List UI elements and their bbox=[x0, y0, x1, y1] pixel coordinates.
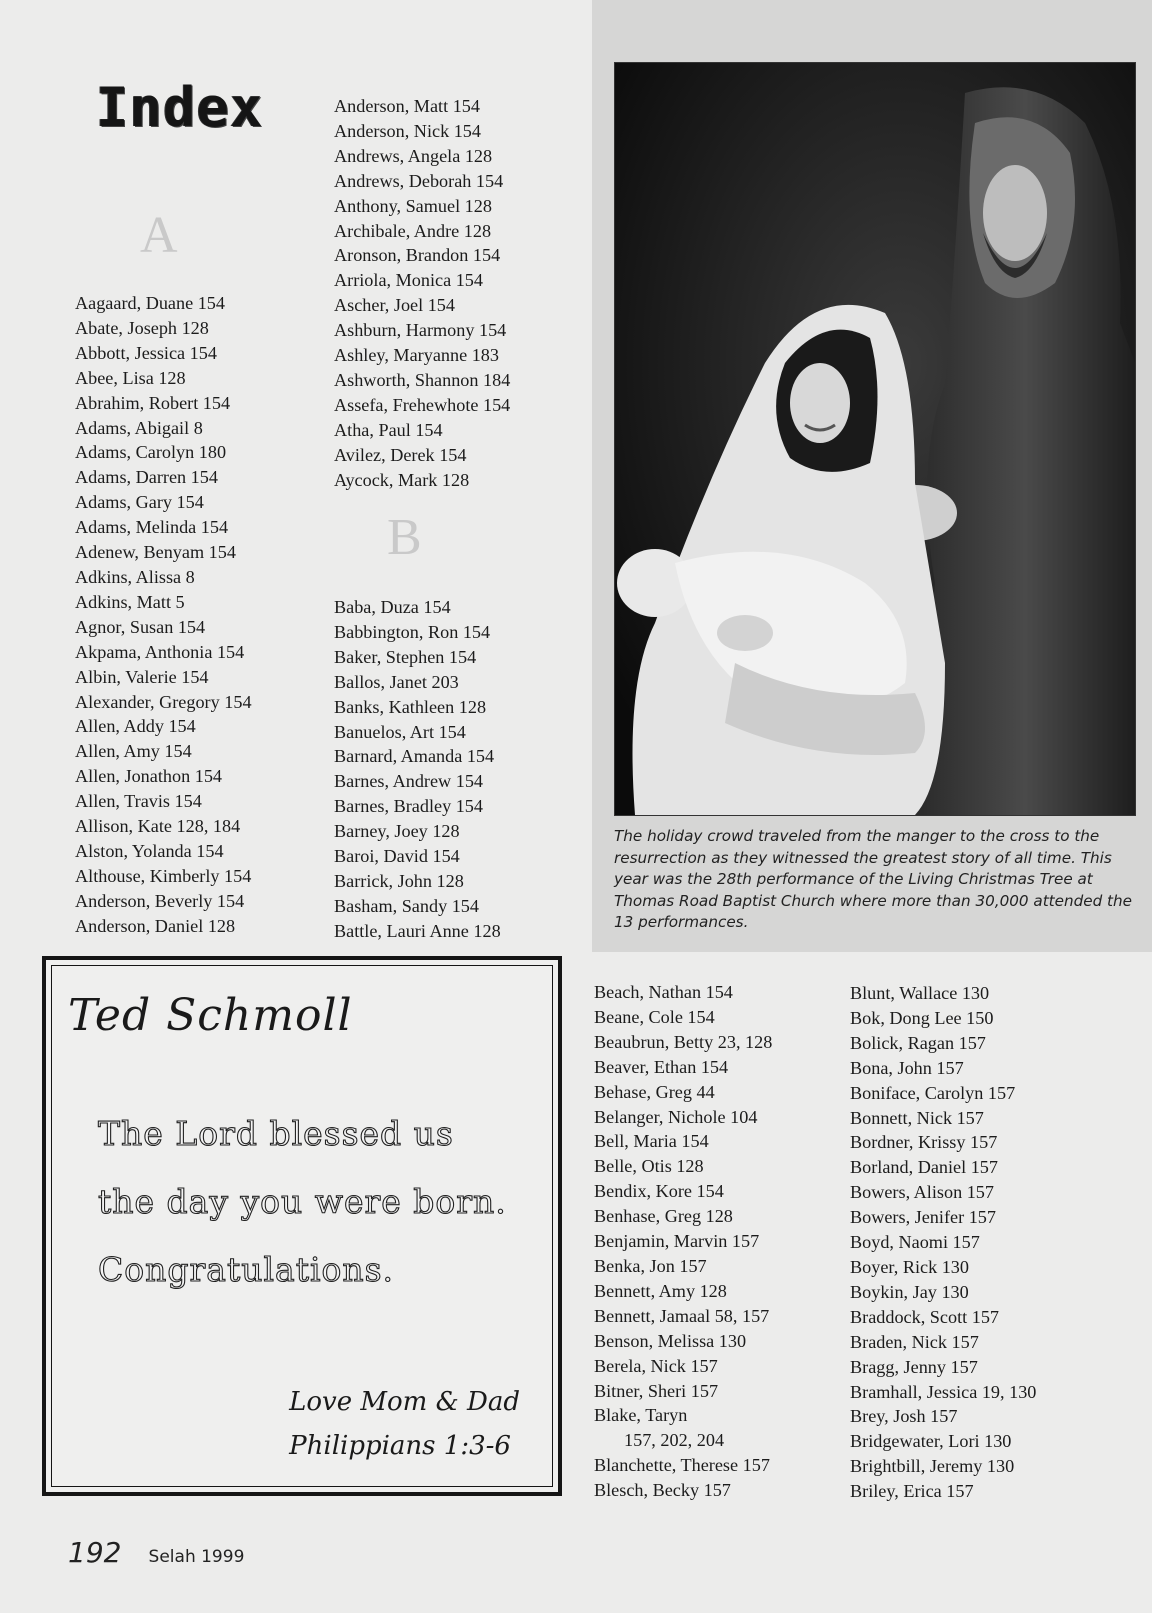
index-entry: Briley, Erica 157 bbox=[850, 1481, 974, 1502]
ad-message bbox=[98, 1100, 507, 1304]
ad-message-line: The Lord blessed us bbox=[98, 1114, 454, 1153]
index-entry: Behase, Greg 44 bbox=[594, 1081, 715, 1102]
index-entry: Aronson, Brandon 154 bbox=[334, 245, 501, 266]
index-entry: Belle, Otis 128 bbox=[594, 1156, 704, 1177]
index-entry: Allen, Addy 154 bbox=[75, 716, 196, 737]
index-entry: Ashburn, Harmony 154 bbox=[334, 320, 507, 341]
index-entry: Bowers, Alison 157 bbox=[850, 1182, 994, 1203]
index-column-1 bbox=[75, 291, 252, 939]
index-entry: Beane, Cole 154 bbox=[594, 1006, 715, 1027]
ad-verse: Philippians 1:3-6 bbox=[289, 1431, 511, 1461]
index-entry: Benson, Melissa 130 bbox=[594, 1330, 747, 1351]
index-entry: Bolick, Ragan 157 bbox=[850, 1032, 986, 1053]
index-entry: Albin, Valerie 154 bbox=[75, 666, 209, 687]
index-entry: Bridgewater, Lori 130 bbox=[850, 1431, 1012, 1452]
index-entry: Beach, Nathan 154 bbox=[594, 982, 733, 1002]
nativity-photo-illustration bbox=[615, 63, 1135, 815]
index-entry: Atha, Paul 154 bbox=[334, 419, 443, 440]
index-entry: Bennett, Amy 128 bbox=[594, 1280, 727, 1301]
index-entry: Allen, Travis 154 bbox=[75, 791, 202, 812]
index-entry: Borland, Daniel 157 bbox=[850, 1157, 998, 1178]
index-entry: Archibale, Andre 128 bbox=[334, 220, 492, 241]
index-entry: Adenew, Benyam 154 bbox=[75, 542, 236, 563]
index-entry: Aycock, Mark 128 bbox=[334, 469, 470, 490]
index-entry: Bramhall, Jessica 19, 130 bbox=[850, 1381, 1037, 1402]
index-entry: Barney, Joey 128 bbox=[334, 821, 460, 842]
index-entry: Abee, Lisa 128 bbox=[75, 367, 186, 388]
index-entry: Adams, Darren 154 bbox=[75, 467, 218, 488]
page-number: 192 bbox=[68, 1536, 122, 1569]
index-entry: Basham, Sandy 154 bbox=[334, 895, 479, 916]
photo-caption: The holiday crowd traveled from the manger to the cross to the resurrection as they witnessed the greatest story of all time. This year was the 28th performance of the Living Christmas Tree at Thomas Road Baptist Church where more than 30,000 attended the 13 performances. bbox=[614, 827, 1132, 931]
index-entry: Blake, Taryn bbox=[594, 1405, 688, 1426]
ad-recipient-name: Ted Schmoll bbox=[68, 990, 353, 1041]
section-letter-a: A bbox=[140, 207, 178, 264]
ad-signature: Love Mom & Dad bbox=[289, 1387, 520, 1417]
index-entry: Alston, Yolanda 154 bbox=[75, 840, 224, 861]
ad-message-line: the day you were born. bbox=[98, 1182, 507, 1221]
index-entry: Baker, Stephen 154 bbox=[334, 646, 477, 667]
index-entry: Bona, John 157 bbox=[850, 1057, 964, 1078]
index-entry: Andrews, Angela 128 bbox=[334, 145, 493, 166]
index-entry: Barnes, Bradley 154 bbox=[334, 796, 483, 817]
index-entry: Boykin, Jay 130 bbox=[850, 1281, 969, 1302]
ad-message-line: Congratulations. bbox=[98, 1250, 395, 1289]
index-entry: Abate, Joseph 128 bbox=[75, 317, 209, 338]
index-entry: Adkins, Matt 5 bbox=[75, 591, 185, 612]
index-entry: Ballos, Janet 203 bbox=[334, 671, 459, 692]
index-entry: Braden, Nick 157 bbox=[850, 1331, 979, 1352]
index-entry: Assefa, Frehewhote 154 bbox=[334, 394, 511, 415]
index-entry: Bragg, Jenny 157 bbox=[850, 1356, 978, 1377]
page-footer bbox=[68, 1536, 244, 1569]
index-column-2-a bbox=[334, 94, 510, 493]
index-entry: Avilez, Derek 154 bbox=[334, 444, 467, 465]
index-column-2-b bbox=[334, 595, 501, 944]
index-entry: Adams, Gary 154 bbox=[75, 492, 204, 513]
section-letter-b: B bbox=[387, 509, 422, 566]
index-entry: Alexander, Gregory 154 bbox=[75, 691, 252, 712]
index-entry: Boniface, Carolyn 157 bbox=[850, 1082, 1016, 1103]
index-entry: Braddock, Scott 157 bbox=[850, 1306, 1000, 1327]
index-entry: Abrahim, Robert 154 bbox=[75, 392, 231, 413]
index-entry: Aagaard, Duane 154 bbox=[75, 293, 225, 313]
index-entry: Bell, Maria 154 bbox=[594, 1131, 709, 1152]
index-entry: Blesch, Becky 157 bbox=[594, 1480, 731, 1501]
index-entry: Anthony, Samuel 128 bbox=[334, 195, 492, 216]
index-entry: Allen, Amy 154 bbox=[75, 741, 192, 762]
index-entry: Banks, Kathleen 128 bbox=[334, 696, 487, 717]
index-entry: Brey, Josh 157 bbox=[850, 1406, 958, 1427]
index-entry: Barnard, Amanda 154 bbox=[334, 746, 495, 767]
index-entry: Barrick, John 128 bbox=[334, 870, 464, 891]
index-entry: Boyer, Rick 130 bbox=[850, 1256, 969, 1277]
index-entry: Babbington, Ron 154 bbox=[334, 621, 491, 642]
index-entry: Berela, Nick 157 bbox=[594, 1355, 718, 1376]
index-entry: Barnes, Andrew 154 bbox=[334, 771, 484, 792]
birthday-ad bbox=[42, 956, 562, 1496]
index-entry: Anderson, Matt 154 bbox=[334, 96, 480, 116]
index-entry: Ascher, Joel 154 bbox=[334, 295, 455, 316]
index-entry: Arriola, Monica 154 bbox=[334, 270, 483, 291]
index-entry: Anderson, Daniel 128 bbox=[75, 915, 236, 936]
index-entry: Agnor, Susan 154 bbox=[75, 616, 206, 637]
index-entry: 157, 202, 204 bbox=[624, 1430, 725, 1451]
index-entry: Beaubrun, Betty 23, 128 bbox=[594, 1031, 773, 1052]
index-entry: Baroi, David 154 bbox=[334, 846, 460, 867]
index-entry: Brightbill, Jeremy 130 bbox=[850, 1456, 1015, 1477]
index-entry: Adams, Abigail 8 bbox=[75, 417, 203, 438]
index-entry: Ashley, Maryanne 183 bbox=[334, 345, 499, 366]
index-entry: Anderson, Nick 154 bbox=[334, 120, 481, 141]
index-entry: Bok, Dong Lee 150 bbox=[850, 1007, 994, 1028]
index-entry: Abbott, Jessica 154 bbox=[75, 342, 217, 363]
page-title: Index bbox=[96, 76, 264, 139]
index-entry: Ashworth, Shannon 184 bbox=[334, 369, 511, 390]
index-entry: Andrews, Deborah 154 bbox=[334, 170, 504, 191]
index-entry: Blanchette, Therese 157 bbox=[594, 1455, 770, 1476]
index-entry: Bitner, Sheri 157 bbox=[594, 1380, 719, 1401]
index-entry: Bowers, Jenifer 157 bbox=[850, 1207, 996, 1228]
index-entry: Benhase, Greg 128 bbox=[594, 1206, 733, 1227]
index-entry: Benjamin, Marvin 157 bbox=[594, 1231, 760, 1252]
index-entry: Blunt, Wallace 130 bbox=[850, 983, 990, 1003]
index-entry: Bennett, Jamaal 58, 157 bbox=[594, 1305, 770, 1326]
index-column-3 bbox=[594, 980, 772, 1503]
publication-name: Selah 1999 bbox=[148, 1547, 245, 1567]
index-entry: Belanger, Nichole 104 bbox=[594, 1106, 758, 1127]
index-entry: Battle, Lauri Anne 128 bbox=[334, 920, 501, 941]
index-entry: Adams, Carolyn 180 bbox=[75, 442, 227, 463]
index-entry: Boyd, Naomi 157 bbox=[850, 1232, 980, 1253]
index-entry: Akpama, Anthonia 154 bbox=[75, 641, 245, 662]
index-entry: Benka, Jon 157 bbox=[594, 1255, 707, 1276]
index-entry: Baba, Duza 154 bbox=[334, 597, 451, 617]
index-column-4 bbox=[850, 981, 1036, 1504]
index-entry: Bonnett, Nick 157 bbox=[850, 1107, 984, 1128]
index-entry: Allen, Jonathon 154 bbox=[75, 766, 223, 787]
index-entry: Bendix, Kore 154 bbox=[594, 1181, 724, 1202]
ad-signature-block bbox=[289, 1380, 520, 1468]
index-entry: Beaver, Ethan 154 bbox=[594, 1056, 729, 1077]
index-entry: Althouse, Kimberly 154 bbox=[75, 865, 252, 886]
index-entry: Banuelos, Art 154 bbox=[334, 721, 466, 742]
index-entry: Anderson, Beverly 154 bbox=[75, 890, 245, 911]
nativity-photo bbox=[614, 62, 1136, 816]
index-entry: Bordner, Krissy 157 bbox=[850, 1132, 998, 1153]
index-entry: Adkins, Alissa 8 bbox=[75, 566, 195, 587]
index-entry: Allison, Kate 128, 184 bbox=[75, 816, 241, 837]
index-entry: Adams, Melinda 154 bbox=[75, 517, 229, 538]
